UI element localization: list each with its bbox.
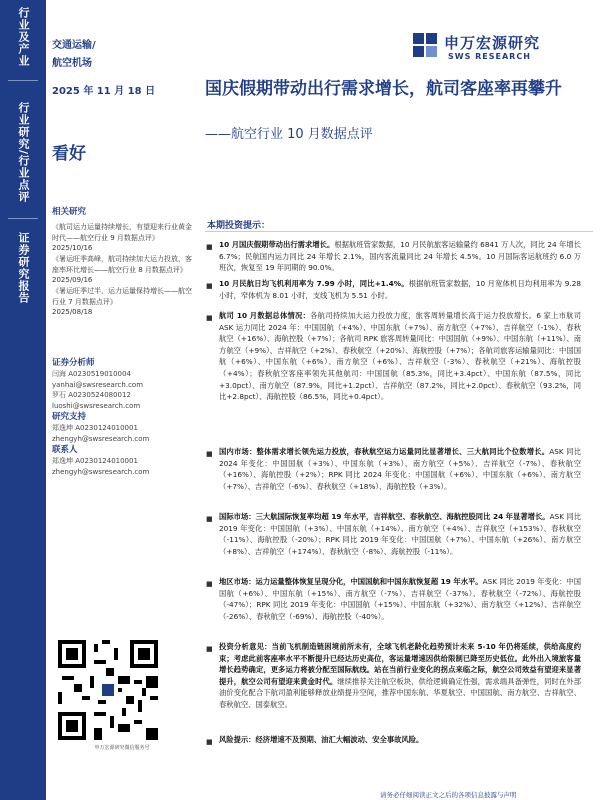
logo-english: SWS RESEARCH — [448, 52, 531, 61]
sidebar-divider — [8, 218, 38, 219]
report-title: 国庆假期带动出行需求增长，航司客座率再攀升 — [205, 79, 562, 99]
key-point-lead: 地区市场：运力运量整体恢复呈现分化，中国国航和中国东航恢复超 19 年水平。 — [219, 577, 483, 586]
contact-heading: 联系人 — [52, 445, 78, 455]
left-column — [52, 206, 192, 477]
contact-line: 郑逸坤 A0230124010001 — [52, 457, 138, 465]
bullet-icon: ■ — [206, 314, 213, 322]
sidebar-divider — [8, 80, 38, 81]
bullet-icon: ■ — [206, 645, 213, 653]
key-point — [207, 446, 581, 492]
report-subtitle: ——航空行业 10 月数据点评 — [205, 127, 373, 142]
bullet-icon: ■ — [206, 243, 213, 251]
category-line-1: 交通运输/ — [52, 40, 96, 51]
bullet-icon: ■ — [206, 450, 213, 458]
related-research-heading: 相关研究 — [52, 207, 87, 217]
contact-email[interactable]: zhengyh@swsresearch.com — [52, 467, 150, 476]
key-point-text: 继续推荐关注航空板块，供给逻辑确定性强，需求端具备弹性，同时在外部油价变化配合下航司盈利能够释放业绩提升空间，推荐中国东航、华夏航空、中国国航、南方航空、吉祥航空、春秋航空、国泰航空。 — [219, 676, 581, 709]
key-point-lead: 国内市场：整体需求增长领先运力投放，春秋航空运力运量同比显著增长、三大航同比个位数增长。 — [219, 447, 550, 456]
key-point — [207, 576, 581, 622]
key-point-lead: 10 月民航日均飞机利用率为 7.99 小时，同比+1.4%。 — [219, 279, 409, 288]
analyst-email[interactable]: luoshi@swsresearch.com — [52, 401, 141, 410]
analyst-line: 闫海 A0230519010004 — [52, 370, 131, 378]
category-line-2: 航空机场 — [52, 58, 92, 69]
sidebar-tab-industry: 行业及产业 — [17, 7, 30, 67]
bullet-icon: ■ — [206, 580, 213, 588]
bullet-icon: ■ — [206, 282, 213, 290]
related-item-date: 2025/08/18 — [52, 308, 93, 316]
key-point-text: 各航司持续加大运力投放力度，旅客周转量增长高于运力投放增长。6 家上市航司 ASK 运力同比 2024 年：中国国航（+4%）、中国东航（+7%）、南方航空（+7%）、吉祥航空（-1%）、春秋航空（+16%）、海航控股（+7%）；各航司 RPK 旅客周转量同比：中国国航（+9%）、中国东航（+11%）、南方航空（+9%）、吉祥航空（+2%）、春秋航空（+20%）、海航控股（+7%）；各航司旅客运输量同比：中国国航（+6%）、中国东航（+6%）、南方航空（+6%）、吉祥航空（-3%）、春秋航空（+21%）、海航控股（+4%）；春秋航空客座率领先其他航司：中国国航（85.3%，同比+3.4pct）、中国东航（87.5%，同比+3.0pct）、南方航空（87.9%，同比+1.2pct）、吉祥航空（87.2%，同比+2.0pct）、春秋航空（93.2%，同比+2.8pct）、海航控股（86.5%，同比+0.4pct）。 — [219, 311, 581, 402]
related-item[interactable]: 《暑运旺季高峰，航司持续加大运力投放，客座率环比增长——航空行业 8 月数据点评》 — [52, 255, 192, 274]
qr-caption: 申万宏源研究微信服务号 — [94, 745, 150, 751]
key-point — [207, 310, 581, 403]
key-point-lead: 投资分析意见：当前飞机制造链困境前所未有，全球飞机老龄化趋势预计未来 5-10 年仍将延续，供给高度约束；考虑此前客座率水平不断提升已经达历史高位，客运量增速因供给限制已降至历史低位。此外出入境旅客量增长趋势确定，更多运力将被分配至国际航线。站在当前行业变化的拐点来临之际，航空公司效益有望迎来显著提升，航空公司有望迎来黄金时代。 — [219, 642, 581, 686]
key-point-text: ASK 同比 2019 年变化：中国国航（+3%）、中国东航（+14%）、南方航空（+4%）、吉祥航空（+153%）、春秋航空（-11%）、海航控股（-20%）；RPK 同比 2019 年变化：中国国航（+7%）、中国东航（+26%）、南方航空（+8%）、吉祥航空（+174%）、春秋航空（-8%）、海航控股（-11%）。 — [219, 512, 582, 556]
analysts-heading: 证券分析师 — [52, 358, 95, 368]
key-point-text: ASK 同比 2024 年变化：中国国航（+3%）、中国东航（+3%）、南方航空（+5%）、吉祥航空（-7%）、春秋航空（+16%）、海航控股（+2%）；RPK 同比 2024 年变化：中国国航（+6%）、中国东航（+6%）、南方航空（+7%）、吉祥航空（-6%）、春秋航空（+18%）、海航控股（+3%）。 — [219, 447, 582, 491]
related-item-date: 2025/10/16 — [52, 244, 93, 252]
analyst-line: 罗石 A0230524080012 — [52, 391, 131, 399]
key-point-text: 根据航班管家数据，10 月宽体机日均利用率为 9.28 小时，窄体机为 8.01 小时，支线飞机为 5.51 小时。 — [219, 279, 581, 300]
key-point-text: ASK 同比 2019 年变化：中国国航（+6%）、中国东航（+15%）、南方航空（-7%）、吉祥航空（-37%）、春秋航空（-72%）、海航控股（-47%）；RPK 同比 2019 年变化：中国国航（+15%）、中国东航（+32%）、南方航空（+12%）、吉祥航空（-26%）、春秋航空（-69%）、海航控股（-40%）。 — [219, 577, 581, 621]
rating: 看好 — [52, 144, 86, 164]
key-point — [207, 734, 581, 746]
sidebar-tab-report-type: 行业研究/行业点评 — [17, 102, 30, 204]
key-point — [207, 278, 581, 301]
key-point-lead: 国际市场：三大航国际恢复率均超 19 年水平，吉祥航空、春秋航空、海航控股同比 24 年显著增长。 — [219, 512, 550, 521]
key-point-text: 根据航班管家数据，10 月民航旅客运输量约 6841 万人次，同比 24 年增长 6.7%；民航国内运力同比 24 年增长 2.1%，国内客流量同比 24 年增长 4.5%。10 月国际客运航班约 6.0 万班次，恢复至 19 年同期的 90.0%。 — [219, 240, 581, 273]
key-point — [207, 511, 581, 557]
related-item[interactable]: 《航司运力运量持续增长，有望迎来行业黄金时代——航空行业 9 月数据点评》 — [52, 223, 192, 242]
key-point-lead: 航司 10 月数据总体情况： — [219, 311, 311, 320]
analyst-email[interactable]: yanhai@swsresearch.com — [52, 380, 144, 389]
logo-mark-icon — [412, 32, 438, 58]
key-point — [207, 641, 581, 711]
section-title: 本期投资提示： — [207, 221, 271, 231]
section-divider — [205, 231, 593, 232]
qr-code-icon — [58, 640, 158, 740]
footer-disclaimer: 请务必仔细阅读正文之后的各项信息披露与声明 — [380, 791, 517, 799]
key-point — [207, 239, 581, 274]
support-email[interactable]: zhengyh@swsresearch.com — [52, 434, 150, 443]
key-point-lead: 10 月国庆假期带动出行需求增长。 — [219, 240, 335, 249]
support-line: 郑逸坤 A0230124010001 — [52, 424, 138, 432]
logo-chinese: 申万宏源研究 — [444, 34, 541, 52]
key-point-lead: 风险提示：经济增速不及预期、油汇大幅波动、安全事故风险。 — [219, 735, 424, 744]
company-logo — [412, 30, 582, 66]
related-item[interactable]: 《暑运旺季过半，运力运量保持增长——航空行业 7 月数据点评》 — [52, 287, 192, 306]
report-date: 2025 年 11 月 18 日 — [52, 86, 156, 97]
sidebar — [0, 0, 46, 800]
bullet-icon: ■ — [206, 738, 213, 746]
related-item-date: 2025/09/16 — [52, 276, 93, 284]
bullet-icon: ■ — [206, 515, 213, 523]
research-support-heading: 研究支持 — [52, 412, 87, 422]
sidebar-tab-securities: 证券研究报告 — [17, 232, 30, 304]
